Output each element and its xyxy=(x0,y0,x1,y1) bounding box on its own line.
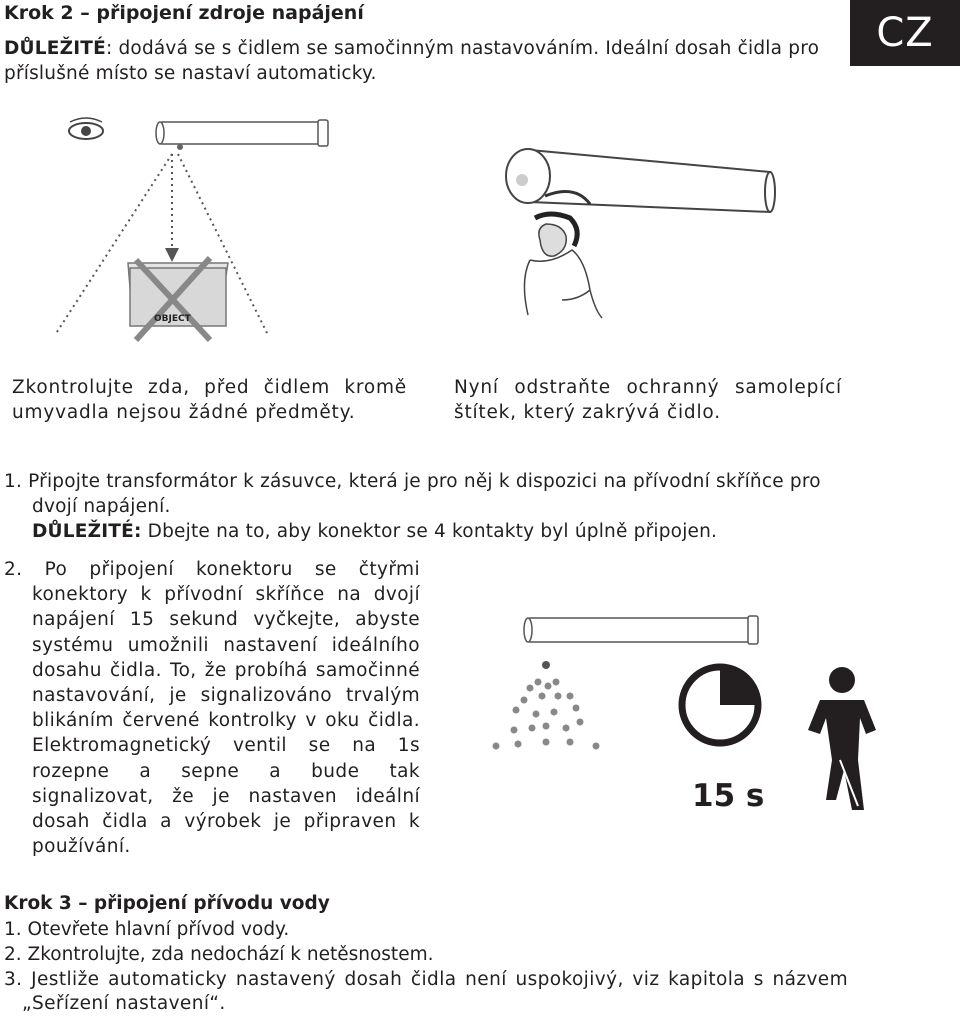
timer-label: 15 s xyxy=(692,778,765,814)
important-text: Dbejte na to, aby konektor se 4 kontakty byl úplně připojen. xyxy=(141,521,718,542)
object-label: OBJECT xyxy=(154,314,191,324)
auto-adjust-illustration xyxy=(480,610,900,820)
instruction-2: 2. Po připojení konektoru se čtyřmi konektory k přívodní skříňce na dvojí napájení 15 sekund vyčkejte, abyste systému umožnili nastavení ideálního dosahu čidla. To, že probíhá samočinné nastavování, je signalizováno trvalým blikáním červené kontrolky v oku čidla. Elektromagnetický ventil se na 1s rozepne a sepne a bude tak signalizovat, že je nastaven ideální dosah čidla a výrobek je připraven k používání. xyxy=(4,559,420,858)
right-caption: Nyní odstraňte ochranný samolepící štítek, který zakrývá čidlo. xyxy=(454,377,842,423)
water-drops-icon xyxy=(493,679,600,750)
person-icon xyxy=(808,667,876,810)
sticker-removal-illustration xyxy=(490,140,790,340)
sensor-tube-icon xyxy=(524,616,758,669)
instruction-1 xyxy=(4,469,854,544)
timer-icon xyxy=(682,667,758,743)
left-caption: Zkontrolujte zda, před čidlem kromě umyvadla nejsou žádné předměty. xyxy=(12,377,407,423)
step3-heading: Krok 3 – připojení přívodu vody xyxy=(4,893,330,914)
instruction-1-important xyxy=(4,519,854,544)
step3-item-1: 1. Otevřete hlavní přívod vody. xyxy=(4,919,290,940)
language-tab: CZ xyxy=(850,0,960,66)
eye-icon xyxy=(69,118,103,139)
important-text: : dodává se s čidlem se samočinným nastavováním. Ideální dosah čidla pro příslušné místo se nastaví automaticky. xyxy=(4,38,820,84)
important-label: DŮLEŽITÉ xyxy=(4,38,106,59)
sensor-tube-icon xyxy=(506,149,775,212)
hand-icon xyxy=(524,214,602,318)
object-box-icon xyxy=(128,258,228,340)
instruction-1-text: 1. Připojte transformátor k zásuvce, která je pro něj k dispozici na přívodní skříňce pro dvojí napájení. xyxy=(4,471,821,517)
step2-important xyxy=(4,36,854,86)
important-label: DŮLEŽITÉ: xyxy=(32,521,142,542)
step2-heading: Krok 2 – připojení zdroje napájení xyxy=(4,2,364,24)
sensor-tube-icon xyxy=(156,120,328,150)
sensor-beam-illustration xyxy=(0,100,420,360)
step3-item-3: 3. Jestliže automaticky nastavený dosah čidla není uspokojivý, viz kapitola s názvem „Seřízení nastavení“. xyxy=(4,969,848,1014)
step3-item-2: 2. Zkontrolujte, zda nedochází k netěsnostem. xyxy=(4,944,434,965)
